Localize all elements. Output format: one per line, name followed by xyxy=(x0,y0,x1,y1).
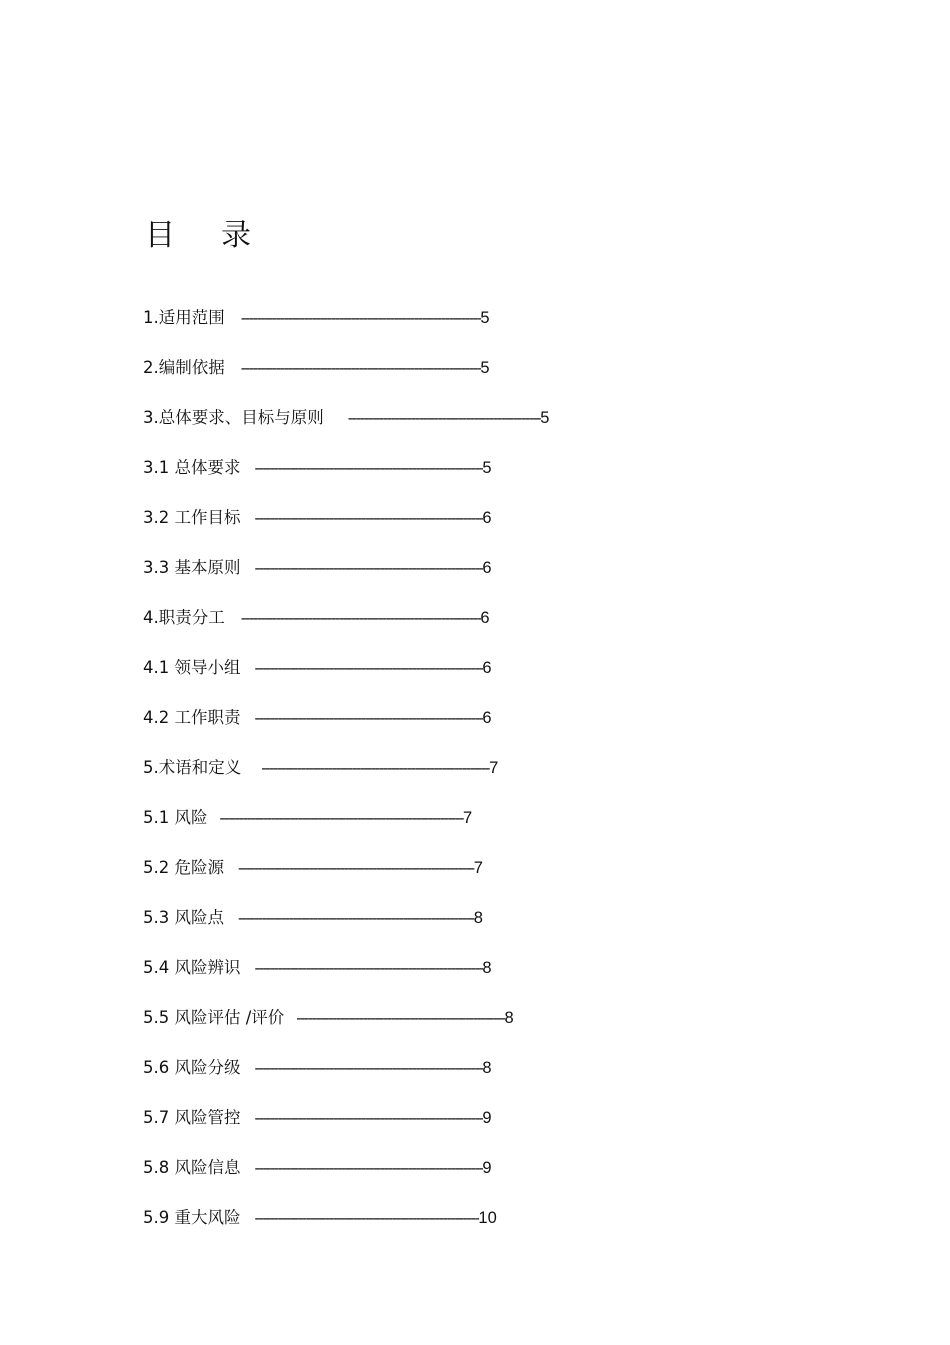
toc-entry[interactable] xyxy=(143,456,549,506)
toc-entry-leader: ------------------------------------------------------------ xyxy=(238,860,474,877)
toc-entry-leader: ------------------------------------------------------------- xyxy=(240,310,481,327)
toc-entry-page-number: 5 xyxy=(480,359,490,377)
toc-entry-label: 3.总体要求、目标与原则 xyxy=(143,408,324,427)
toc-entry-leader: ---------------------------------------------------------- xyxy=(254,960,483,977)
toc-entry-label: 4.职责分工 xyxy=(143,608,225,627)
toc-entry-label: 3.2 工作目标 xyxy=(143,508,241,527)
toc-entry-page-number: 8 xyxy=(482,959,492,977)
toc-entry[interactable] xyxy=(143,556,549,606)
toc-entry[interactable] xyxy=(143,1056,549,1106)
toc-entry-label: 5.1 风险 xyxy=(143,808,208,827)
toc-entry[interactable] xyxy=(143,956,549,1006)
toc-entry-leader: ---------------------------------------------------------- xyxy=(254,1160,483,1177)
toc-entry[interactable] xyxy=(143,1206,549,1256)
toc-entry-label: 5.5 风险评估 /评价 xyxy=(143,1008,285,1027)
toc-entry[interactable] xyxy=(143,306,549,356)
toc-entry-leader: ---------------------------------------------------------- xyxy=(254,660,483,677)
toc-entry-leader: ---------------------------------------------------------- xyxy=(254,1110,483,1127)
toc-title xyxy=(145,216,251,256)
toc-entry[interactable] xyxy=(143,1006,549,1056)
toc-entry-leader: ------------------------------------------------- xyxy=(347,410,541,427)
toc-entry-leader: ---------------------------------------------------------- xyxy=(254,710,483,727)
toc-entry-label: 5.2 危险源 xyxy=(143,858,224,877)
toc-entry-leader: ------------------------------------------------------------- xyxy=(240,360,481,377)
toc-entry[interactable] xyxy=(143,506,549,556)
toc-entry-page-number: 5 xyxy=(482,459,492,477)
toc-entry-page-number: 6 xyxy=(482,559,492,577)
toc-entry-page-number: 9 xyxy=(482,1159,492,1177)
toc-entry-label: 5.8 风险信息 xyxy=(143,1158,241,1177)
toc-entry-label: 5.7 风险管控 xyxy=(143,1108,241,1127)
toc-entry-label: 1.适用范围 xyxy=(143,308,225,327)
toc-entry-leader: -------------------------------------------------------------- xyxy=(219,810,464,827)
toc-entry[interactable] xyxy=(143,906,549,956)
toc-entry-page-number: 8 xyxy=(473,909,483,927)
toc-entry-label: 5.6 风险分级 xyxy=(143,1058,241,1077)
toc-title-char-1: 目 xyxy=(145,218,175,253)
toc-entry-leader: ------------------------------------------------------------ xyxy=(238,910,474,927)
toc-entry-leader: ----------------------------------------------------- xyxy=(296,1010,505,1027)
toc-entry-page-number: 7 xyxy=(463,809,473,827)
toc-entry-label: 3.1 总体要求 xyxy=(143,458,241,477)
toc-entry[interactable] xyxy=(143,1156,549,1206)
toc-entry-page-number: 6 xyxy=(480,609,490,627)
toc-entry[interactable] xyxy=(143,756,549,806)
toc-entry-leader: ---------------------------------------------------------- xyxy=(254,460,483,477)
toc-entry-leader: --------------------------------------------------------- xyxy=(254,1210,479,1227)
toc-entry-page-number: 6 xyxy=(482,709,492,727)
toc-list xyxy=(143,306,549,1256)
toc-entry[interactable] xyxy=(143,1106,549,1156)
toc-entry-label: 5.4 风险辨识 xyxy=(143,958,241,977)
toc-entry-page-number: 7 xyxy=(489,759,499,777)
toc-entry-page-number: 9 xyxy=(482,1109,492,1127)
toc-entry-page-number: 7 xyxy=(473,859,483,877)
toc-entry-leader: ---------------------------------------------------------- xyxy=(254,510,483,527)
toc-entry-label: 4.2 工作职责 xyxy=(143,708,241,727)
toc-entry-label: 3.3 基本原则 xyxy=(143,558,241,577)
toc-entry-page-number: 5 xyxy=(480,309,490,327)
toc-entry[interactable] xyxy=(143,406,549,456)
toc-entry-page-number: 5 xyxy=(540,409,550,427)
toc-entry[interactable] xyxy=(143,806,549,856)
toc-entry[interactable] xyxy=(143,656,549,706)
toc-entry[interactable] xyxy=(143,856,549,906)
toc-entry-leader: ---------------------------------------------------------- xyxy=(261,760,490,777)
toc-entry-leader: ---------------------------------------------------------- xyxy=(254,1060,483,1077)
toc-entry-page-number: 8 xyxy=(504,1009,514,1027)
toc-title-char-2: 录 xyxy=(221,218,251,253)
toc-entry-leader: ------------------------------------------------------------- xyxy=(240,610,481,627)
toc-entry-label: 5.术语和定义 xyxy=(143,758,242,777)
toc-entry[interactable] xyxy=(143,356,549,406)
toc-entry-page-number: 6 xyxy=(482,659,492,677)
toc-entry[interactable] xyxy=(143,606,549,656)
toc-entry-leader: ---------------------------------------------------------- xyxy=(254,560,483,577)
toc-entry[interactable] xyxy=(143,706,549,756)
toc-entry-label: 4.1 领导小组 xyxy=(143,658,241,677)
toc-entry-page-number: 8 xyxy=(482,1059,492,1077)
toc-entry-page-number: 6 xyxy=(482,509,492,527)
toc-entry-label: 2.编制依据 xyxy=(143,358,225,377)
toc-entry-label: 5.9 重大风险 xyxy=(143,1208,241,1227)
toc-entry-page-number: 10 xyxy=(478,1209,497,1227)
toc-entry-label: 5.3 风险点 xyxy=(143,908,224,927)
